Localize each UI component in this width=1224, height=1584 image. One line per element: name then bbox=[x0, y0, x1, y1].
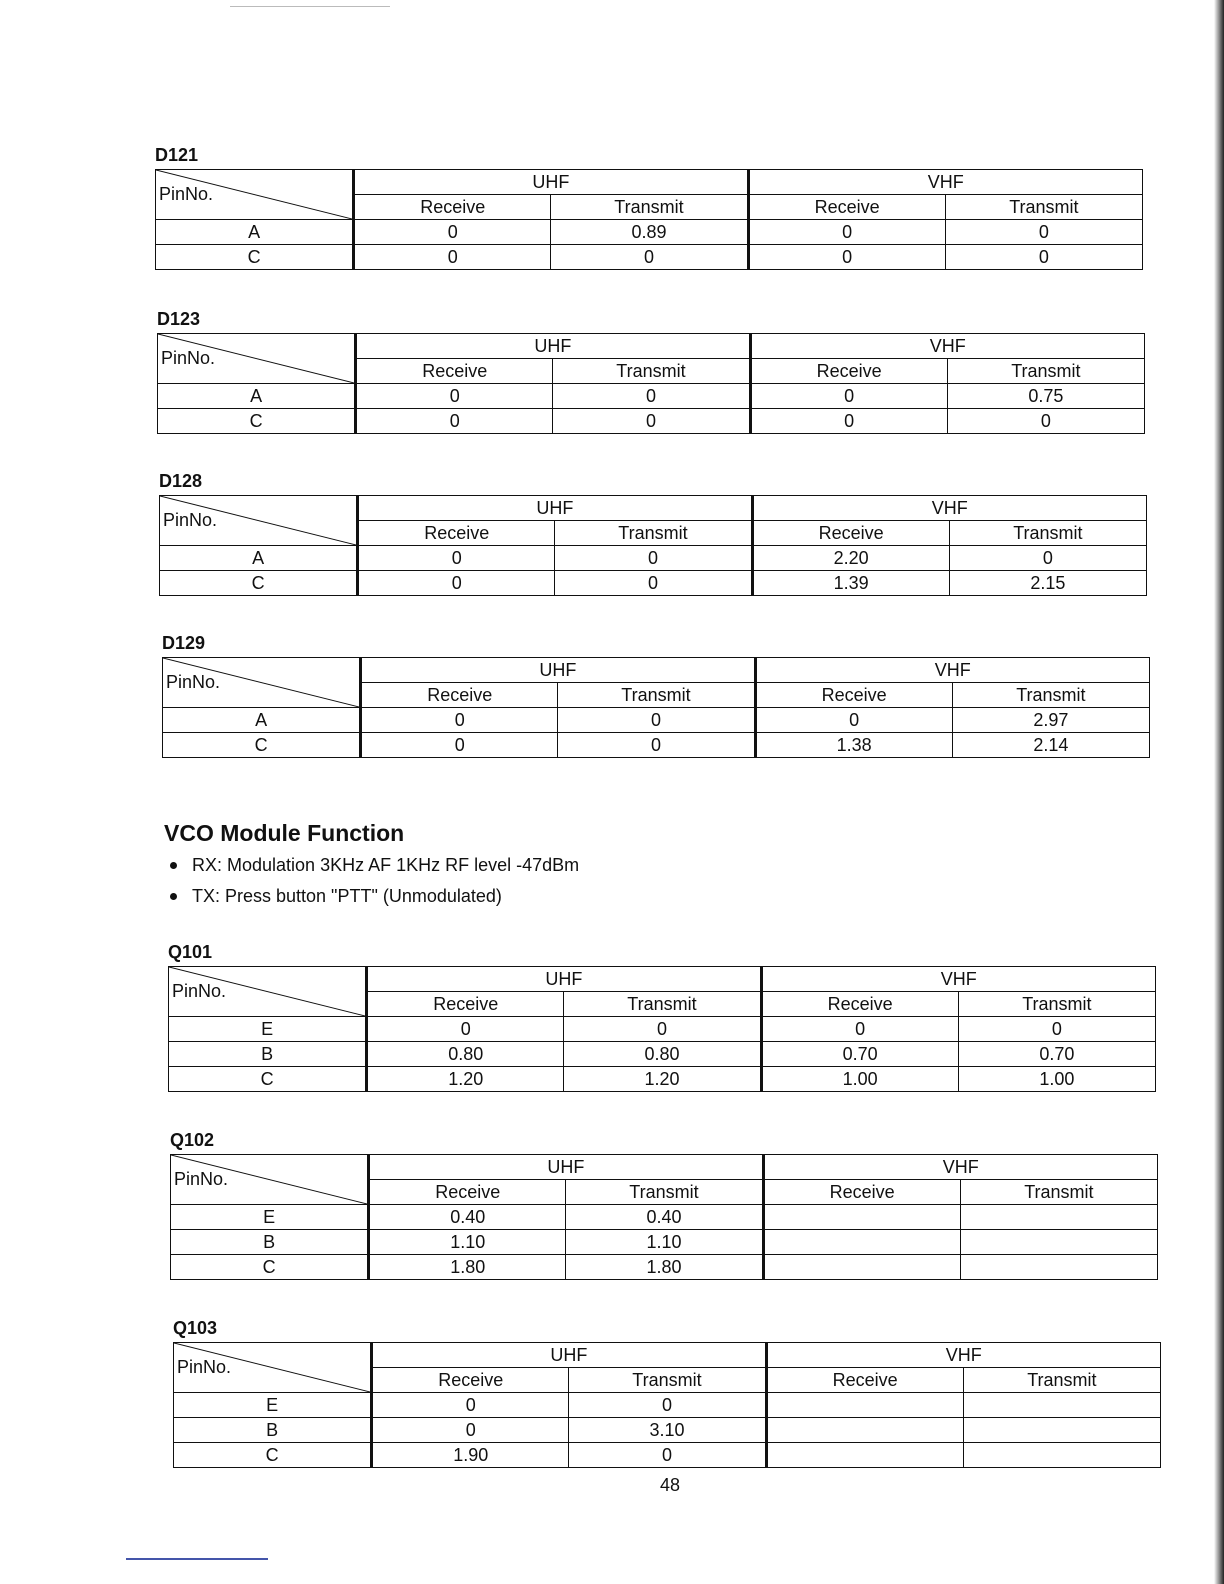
uhf-transmit-header: Transmit bbox=[558, 683, 755, 708]
table-row bbox=[171, 1230, 1158, 1255]
value-cell: 0 bbox=[555, 546, 752, 571]
table-row bbox=[156, 245, 1143, 270]
table-block-d129 bbox=[162, 632, 1152, 758]
vhf-transmit-header: Transmit bbox=[949, 521, 1146, 546]
value-cell: 0 bbox=[553, 384, 750, 409]
table-row bbox=[163, 708, 1150, 733]
value-cell: 1.00 bbox=[958, 1067, 1155, 1092]
value-cell: 1.80 bbox=[566, 1255, 763, 1280]
value-cell: 1.80 bbox=[369, 1255, 566, 1280]
band-uhf-header: UHF bbox=[367, 967, 761, 992]
table-row bbox=[169, 1017, 1156, 1042]
band-vhf-header: VHF bbox=[755, 658, 1149, 683]
value-cell bbox=[960, 1205, 1157, 1230]
value-cell bbox=[763, 1255, 960, 1280]
table-title: D121 bbox=[155, 145, 199, 165]
pin-cell: C bbox=[174, 1443, 372, 1468]
table-row bbox=[158, 409, 1145, 434]
value-cell: 0 bbox=[356, 409, 553, 434]
list-item bbox=[170, 881, 579, 912]
pin-header-cell bbox=[169, 967, 367, 1017]
value-cell: 0 bbox=[945, 220, 1142, 245]
scan-artifact-line bbox=[126, 1558, 268, 1560]
pin-header-label: PinNo. bbox=[159, 184, 214, 204]
vhf-transmit-header: Transmit bbox=[947, 359, 1144, 384]
band-uhf-header: UHF bbox=[356, 334, 750, 359]
table-row bbox=[169, 1067, 1156, 1092]
value-cell: 0 bbox=[372, 1418, 569, 1443]
value-cell: 1.20 bbox=[367, 1067, 564, 1092]
voltage-table bbox=[170, 1154, 1158, 1280]
vhf-transmit-header: Transmit bbox=[960, 1180, 1157, 1205]
pin-header-cell bbox=[174, 1343, 372, 1393]
band-uhf-header: UHF bbox=[361, 658, 755, 683]
bullet-icon bbox=[170, 862, 177, 869]
uhf-receive-header: Receive bbox=[361, 683, 558, 708]
value-cell bbox=[963, 1443, 1160, 1468]
uhf-receive-header: Receive bbox=[358, 521, 555, 546]
pin-header-label: PinNo. bbox=[161, 348, 216, 368]
vhf-receive-header: Receive bbox=[752, 521, 949, 546]
band-vhf-header: VHF bbox=[766, 1343, 1160, 1368]
value-cell: 0 bbox=[748, 245, 945, 270]
value-cell: 0 bbox=[356, 384, 553, 409]
vhf-transmit-header: Transmit bbox=[958, 992, 1155, 1017]
pin-header-cell bbox=[171, 1155, 369, 1205]
vhf-transmit-header: Transmit bbox=[952, 683, 1149, 708]
vhf-transmit-header: Transmit bbox=[945, 195, 1142, 220]
pin-cell: C bbox=[160, 571, 358, 596]
pin-cell: A bbox=[163, 708, 361, 733]
value-cell: 0.70 bbox=[958, 1042, 1155, 1067]
value-cell: 0 bbox=[947, 409, 1144, 434]
list-item-text: RX: Modulation 3KHz AF 1KHz RF level -47dBm bbox=[192, 855, 580, 875]
pin-cell: C bbox=[158, 409, 356, 434]
voltage-table bbox=[168, 966, 1156, 1092]
value-cell: 0 bbox=[358, 546, 555, 571]
vhf-receive-header: Receive bbox=[755, 683, 952, 708]
band-vhf-header: VHF bbox=[763, 1155, 1157, 1180]
table-title: D123 bbox=[157, 309, 201, 329]
vhf-receive-header: Receive bbox=[750, 359, 947, 384]
uhf-transmit-header: Transmit bbox=[569, 1368, 766, 1393]
table-block-d121 bbox=[155, 144, 1145, 270]
band-vhf-header: VHF bbox=[748, 170, 1142, 195]
pin-cell: A bbox=[160, 546, 358, 571]
value-cell: 2.15 bbox=[949, 571, 1146, 596]
value-cell: 1.10 bbox=[369, 1230, 566, 1255]
uhf-receive-header: Receive bbox=[367, 992, 564, 1017]
list-item bbox=[170, 850, 579, 881]
value-cell: 0 bbox=[361, 733, 558, 758]
value-cell: 0 bbox=[358, 571, 555, 596]
value-cell: 0 bbox=[354, 245, 551, 270]
voltage-table bbox=[162, 657, 1150, 758]
band-vhf-header: VHF bbox=[752, 496, 1146, 521]
table-block-q101 bbox=[168, 941, 1158, 1092]
table-row bbox=[160, 571, 1147, 596]
uhf-transmit-header: Transmit bbox=[553, 359, 750, 384]
value-cell bbox=[963, 1418, 1160, 1443]
pin-cell: C bbox=[163, 733, 361, 758]
value-cell bbox=[963, 1393, 1160, 1418]
pin-cell: E bbox=[169, 1017, 367, 1042]
value-cell bbox=[766, 1393, 963, 1418]
table-row bbox=[160, 546, 1147, 571]
voltage-table bbox=[157, 333, 1145, 434]
pin-cell: E bbox=[171, 1205, 369, 1230]
voltage-table bbox=[159, 495, 1147, 596]
section-title: VCO Module Function bbox=[164, 820, 405, 846]
value-cell: 1.90 bbox=[372, 1443, 569, 1468]
value-cell: 0.40 bbox=[369, 1205, 566, 1230]
band-vhf-header: VHF bbox=[750, 334, 1144, 359]
table-row bbox=[158, 384, 1145, 409]
value-cell: 0 bbox=[761, 1017, 958, 1042]
value-cell: 0 bbox=[558, 733, 755, 758]
pin-cell: B bbox=[171, 1230, 369, 1255]
table-title: Q102 bbox=[170, 1130, 215, 1150]
pin-header-label: PinNo. bbox=[177, 1357, 232, 1377]
pin-cell: C bbox=[156, 245, 354, 270]
pin-header-label: PinNo. bbox=[174, 1169, 229, 1189]
pin-header-label: PinNo. bbox=[166, 672, 221, 692]
table-title: D128 bbox=[159, 471, 203, 491]
page-number: 48 bbox=[659, 1475, 681, 1495]
value-cell: 0 bbox=[354, 220, 551, 245]
value-cell: 3.10 bbox=[569, 1418, 766, 1443]
band-uhf-header: UHF bbox=[358, 496, 752, 521]
pin-cell: A bbox=[156, 220, 354, 245]
value-cell: 0 bbox=[361, 708, 558, 733]
value-cell: 0 bbox=[569, 1443, 766, 1468]
pin-cell: A bbox=[158, 384, 356, 409]
table-block-d128 bbox=[159, 470, 1149, 596]
value-cell: 0 bbox=[558, 708, 755, 733]
table-block-d123 bbox=[157, 308, 1147, 434]
voltage-table bbox=[155, 169, 1143, 270]
pin-header-cell bbox=[163, 658, 361, 708]
table-block-q102 bbox=[170, 1129, 1160, 1280]
voltage-table bbox=[173, 1342, 1161, 1468]
table-title: D129 bbox=[162, 633, 206, 653]
value-cell: 0 bbox=[367, 1017, 564, 1042]
uhf-transmit-header: Transmit bbox=[555, 521, 752, 546]
vco-section bbox=[164, 818, 579, 912]
value-cell: 0 bbox=[372, 1393, 569, 1418]
band-vhf-header: VHF bbox=[761, 967, 1155, 992]
value-cell: 2.97 bbox=[952, 708, 1149, 733]
table-row bbox=[174, 1443, 1161, 1468]
value-cell: 1.20 bbox=[564, 1067, 761, 1092]
table-row bbox=[171, 1205, 1158, 1230]
value-cell: 0 bbox=[748, 220, 945, 245]
uhf-transmit-header: Transmit bbox=[566, 1180, 763, 1205]
pin-header-cell bbox=[156, 170, 354, 220]
band-uhf-header: UHF bbox=[354, 170, 748, 195]
vhf-receive-header: Receive bbox=[763, 1180, 960, 1205]
vhf-transmit-header: Transmit bbox=[963, 1368, 1160, 1393]
pin-cell: C bbox=[171, 1255, 369, 1280]
uhf-receive-header: Receive bbox=[372, 1368, 569, 1393]
pin-header-cell bbox=[158, 334, 356, 384]
value-cell bbox=[763, 1205, 960, 1230]
bullet-icon bbox=[170, 893, 177, 900]
uhf-transmit-header: Transmit bbox=[564, 992, 761, 1017]
band-uhf-header: UHF bbox=[369, 1155, 763, 1180]
vhf-receive-header: Receive bbox=[761, 992, 958, 1017]
uhf-receive-header: Receive bbox=[354, 195, 551, 220]
value-cell: 0 bbox=[569, 1393, 766, 1418]
value-cell: 0.80 bbox=[564, 1042, 761, 1067]
value-cell bbox=[763, 1230, 960, 1255]
pin-cell: B bbox=[174, 1418, 372, 1443]
list-item-text: TX: Press button "PTT" (Unmodulated) bbox=[192, 886, 502, 906]
value-cell bbox=[766, 1418, 963, 1443]
table-block-q103 bbox=[173, 1317, 1163, 1468]
uhf-receive-header: Receive bbox=[369, 1180, 566, 1205]
condition-list bbox=[164, 850, 579, 912]
value-cell bbox=[960, 1255, 1157, 1280]
scan-artifact-line bbox=[230, 6, 390, 7]
value-cell: 0 bbox=[564, 1017, 761, 1042]
value-cell: 1.10 bbox=[566, 1230, 763, 1255]
pin-cell: C bbox=[169, 1067, 367, 1092]
value-cell: 0 bbox=[750, 384, 947, 409]
band-uhf-header: UHF bbox=[372, 1343, 766, 1368]
vhf-receive-header: Receive bbox=[766, 1368, 963, 1393]
value-cell: 0.40 bbox=[566, 1205, 763, 1230]
table-title: Q101 bbox=[168, 942, 213, 962]
value-cell: 0 bbox=[750, 409, 947, 434]
table-row bbox=[169, 1042, 1156, 1067]
value-cell: 2.20 bbox=[752, 546, 949, 571]
table-row bbox=[163, 733, 1150, 758]
table-row bbox=[174, 1418, 1161, 1443]
value-cell: 1.00 bbox=[761, 1067, 958, 1092]
value-cell: 0 bbox=[555, 571, 752, 596]
value-cell bbox=[766, 1443, 963, 1468]
scan-edge-shadow bbox=[1214, 0, 1224, 1584]
value-cell: 0 bbox=[553, 409, 750, 434]
value-cell: 0.75 bbox=[947, 384, 1144, 409]
uhf-transmit-header: Transmit bbox=[551, 195, 748, 220]
pin-header-label: PinNo. bbox=[172, 981, 227, 1001]
value-cell: 0 bbox=[551, 245, 748, 270]
vhf-receive-header: Receive bbox=[748, 195, 945, 220]
table-row bbox=[174, 1393, 1161, 1418]
table-title: Q103 bbox=[173, 1318, 218, 1338]
uhf-receive-header: Receive bbox=[356, 359, 553, 384]
pin-header-cell bbox=[160, 496, 358, 546]
value-cell: 0.80 bbox=[367, 1042, 564, 1067]
pin-cell: B bbox=[169, 1042, 367, 1067]
table-row bbox=[156, 220, 1143, 245]
value-cell: 0 bbox=[945, 245, 1142, 270]
value-cell: 1.38 bbox=[755, 733, 952, 758]
value-cell: 0 bbox=[949, 546, 1146, 571]
value-cell: 1.39 bbox=[752, 571, 949, 596]
table-row bbox=[171, 1255, 1158, 1280]
value-cell: 0.89 bbox=[551, 220, 748, 245]
pin-cell: E bbox=[174, 1393, 372, 1418]
value-cell: 0 bbox=[755, 708, 952, 733]
value-cell: 2.14 bbox=[952, 733, 1149, 758]
pin-header-label: PinNo. bbox=[163, 510, 218, 530]
value-cell: 0 bbox=[958, 1017, 1155, 1042]
value-cell: 0.70 bbox=[761, 1042, 958, 1067]
value-cell bbox=[960, 1230, 1157, 1255]
